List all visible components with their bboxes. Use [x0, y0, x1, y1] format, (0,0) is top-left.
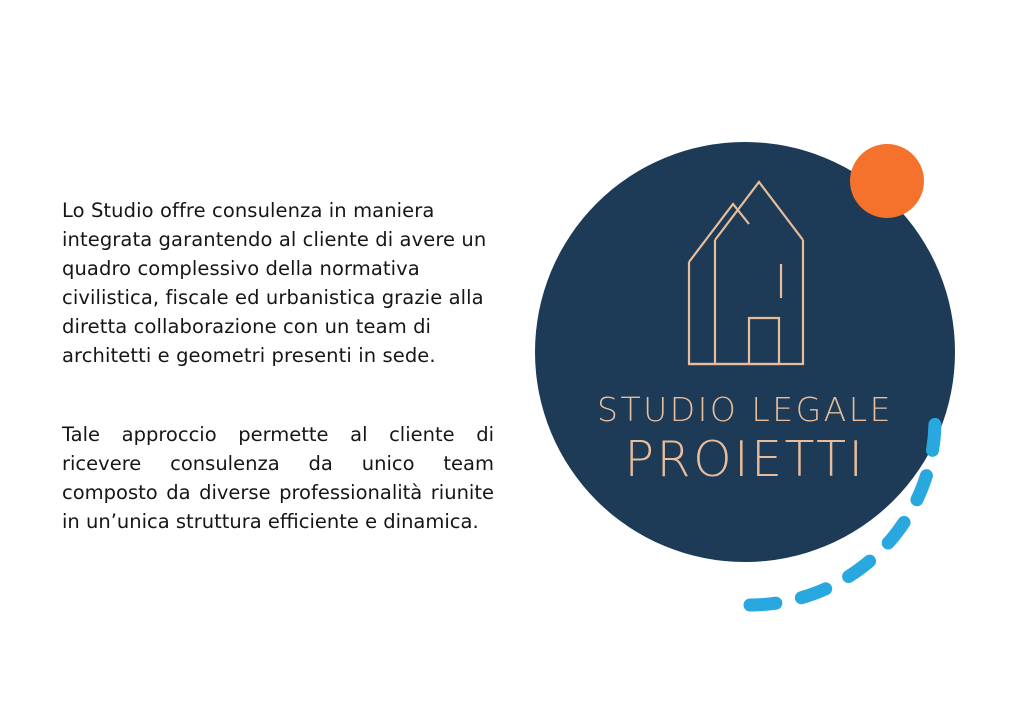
- orange-circle-shape: [850, 144, 924, 218]
- body-text-column: [62, 196, 494, 536]
- house-outline-icon: [675, 168, 825, 388]
- paragraph-1: Lo Studio offre consulenza in maniera integrata garantendo al cliente di avere un quadro complessivo della normativa civilistica, fiscale ed urbanistica grazie alla diretta collaborazione con un team di architetti e geometri presenti in sede.: [62, 199, 487, 367]
- studio-legale-proietti-logo: [520, 120, 990, 620]
- wordmark-line-2: PROIETTI: [624, 431, 866, 488]
- wordmark-line-1: STUDIO LEGALE: [597, 390, 893, 429]
- paragraph-2: Tale approccio permette al cliente di ricevere consulenza da unico team composto da diverse professionalità riunite in un’unica struttura efficiente e dinamica.: [62, 423, 494, 533]
- dashed-arc-decoration: [730, 400, 990, 630]
